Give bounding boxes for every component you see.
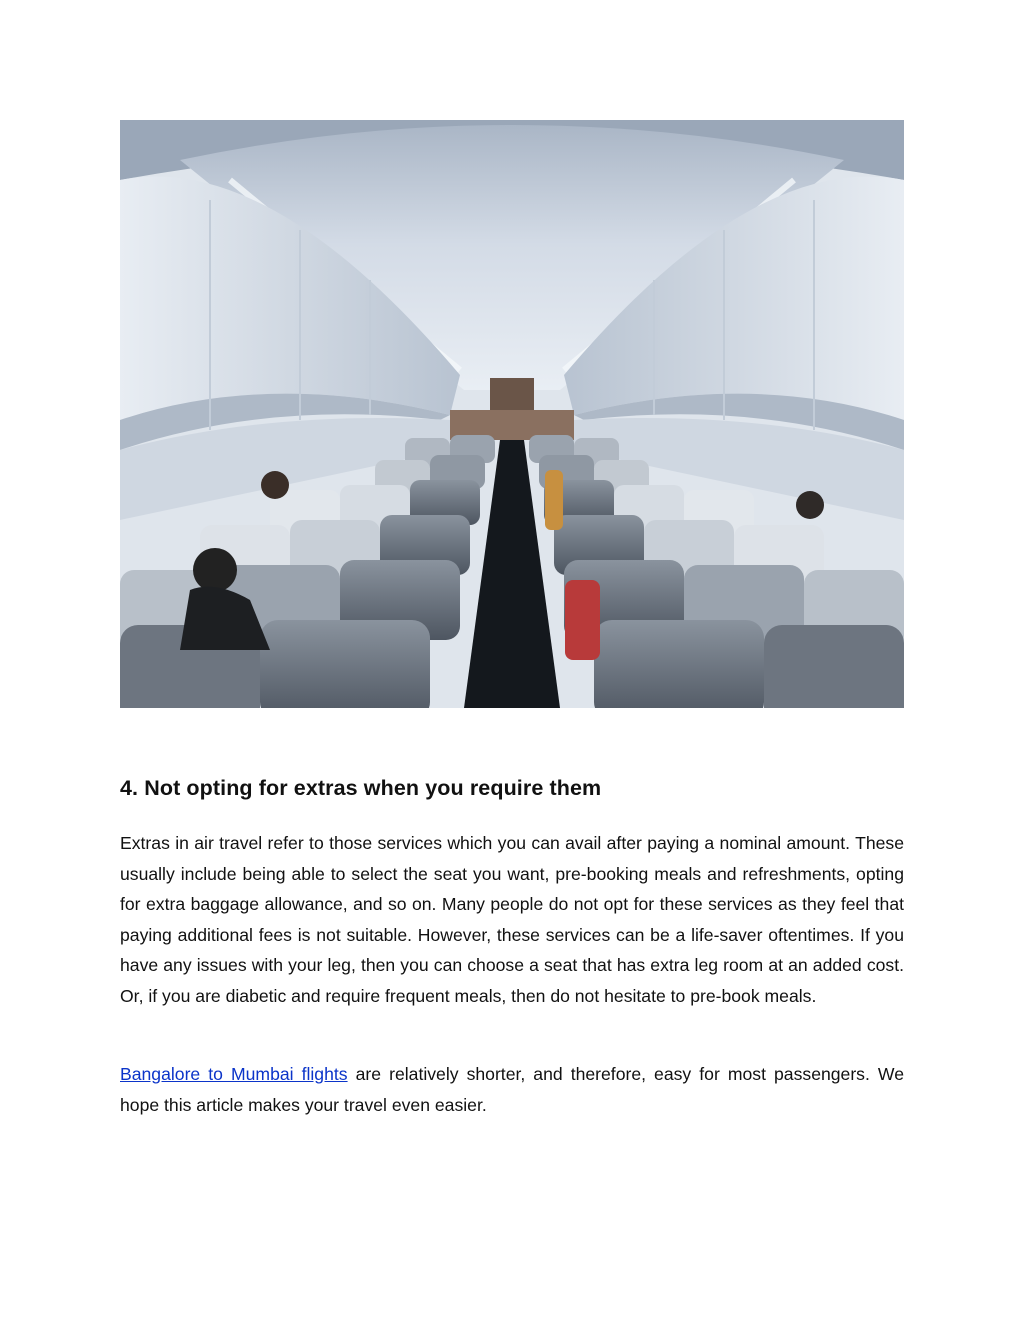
- airplane-cabin-image: [120, 120, 904, 708]
- bangalore-mumbai-flights-link[interactable]: Bangalore to Mumbai flights: [120, 1064, 348, 1084]
- closing-paragraph: [120, 1059, 904, 1120]
- cabin-illustration: [120, 120, 904, 708]
- section-heading: 4. Not opting for extras when you require them: [120, 776, 602, 800]
- extras-paragraph: Extras in air travel refer to those services which you can avail after paying a nominal amount. These usually include being able to select the seat you want, pre-booking meals and refreshments, opting for extra baggage allowance, and so on. Many people do not opt for these services as they feel that paying additional fees is not suitable. However, these services can be a life-saver oftentimes. If you have any issues with your leg, then you can choose a seat that has extra leg room at an added cost. Or, if you are diabetic and require frequent meals, then do not hesitate to pre-book meals.: [120, 833, 904, 1006]
- closing-paragraph-text: are relatively shorter, and therefore, easy for most passengers. We hope this article makes your travel even easier.: [120, 1064, 904, 1115]
